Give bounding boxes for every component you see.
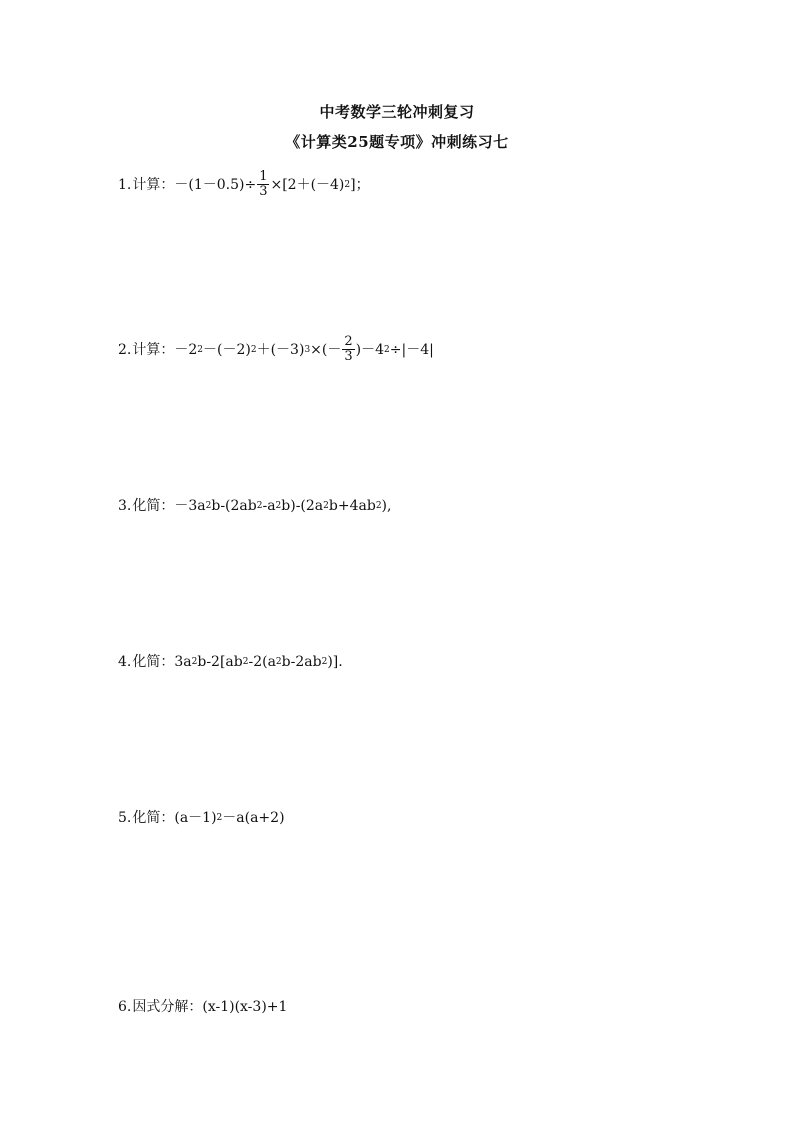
expression-part: b-(2ab <box>211 498 257 514</box>
expression-part: -2(a <box>248 654 276 670</box>
problem-label: 计算： <box>132 341 175 358</box>
expression-part: ＋(－3) <box>256 341 305 358</box>
page-title: 中考数学三轮冲刺复习 <box>319 103 475 121</box>
expression-part: －a(a+2) <box>222 810 285 826</box>
problem-2: 2. 计算： －2 2 －(－2) 2 ＋(－3) 3 ×(－ $\frac{2}{3}$ )－4 2 ÷|－4| <box>118 334 434 364</box>
problem-label: 计算： <box>132 176 175 193</box>
expression-part: (x-1)(x-3)+1 <box>202 999 288 1015</box>
problem-number: 5. <box>118 810 132 826</box>
problem-label: 化简： <box>132 654 175 670</box>
fraction-denominator: 3 <box>259 184 268 199</box>
page-subtitle: 《计算类25题专项》冲刺练习七 <box>285 133 509 151</box>
expression-part: -a <box>262 498 276 514</box>
problem-4: 4. 化简： 3a 2 b-2[ab 2 -2(a 2 b-2ab 2 )]. <box>118 654 343 670</box>
expression-part: 3a <box>174 654 192 670</box>
problem-number: 1. <box>118 176 132 193</box>
problem-number: 6. <box>118 999 132 1015</box>
problem-label: 化简： <box>132 498 175 514</box>
expression-part: －2 <box>174 341 198 358</box>
expression-part: ×(－ <box>310 341 342 358</box>
expression-part: －3a <box>174 498 206 514</box>
fraction-numerator: 1 <box>259 169 268 184</box>
expression-part: )－4 <box>355 341 385 358</box>
problem-number: 2. <box>118 341 132 358</box>
expression-part: －(1－0.5)÷ <box>174 176 257 193</box>
expression-part: b+4ab <box>328 498 376 514</box>
problem-5: 5. 化简： (a－1) 2 －a(a+2) <box>118 810 285 826</box>
fraction-denominator: 3 <box>344 349 353 364</box>
problem-3: 3. 化简： －3a 2 b-(2ab 2 -a 2 b)-(2a 2 b+4ab 2 ), <box>118 498 392 514</box>
problem-number: 3. <box>118 498 132 514</box>
problem-label: 因式分解： <box>132 999 203 1015</box>
expression-part: (a－1) <box>174 810 217 826</box>
expression-part: )]. <box>327 654 343 670</box>
expression-part: ×[2＋(－4) <box>270 176 345 193</box>
expression-part: b-2ab <box>281 654 322 670</box>
expression-part: ÷|－4| <box>389 341 434 358</box>
problem-1: 1. 计算： －(1－0.5)÷ $\frac{1}{3}$ ×[2＋(－4) 2 ]； <box>118 169 370 199</box>
expression-part: ]； <box>350 176 370 193</box>
expression-part: b-2[ab <box>197 654 243 670</box>
expression-part: －(－2) <box>203 341 251 358</box>
problem-number: 4. <box>118 654 132 670</box>
problem-6 <box>118 997 287 1017</box>
fraction-numerator: 2 <box>344 334 353 349</box>
expression-part: ), <box>381 498 392 514</box>
expression-part: b)-(2a <box>281 498 324 514</box>
fraction <box>342 335 354 364</box>
fraction <box>257 170 269 199</box>
problem-label: 化简： <box>132 810 175 826</box>
